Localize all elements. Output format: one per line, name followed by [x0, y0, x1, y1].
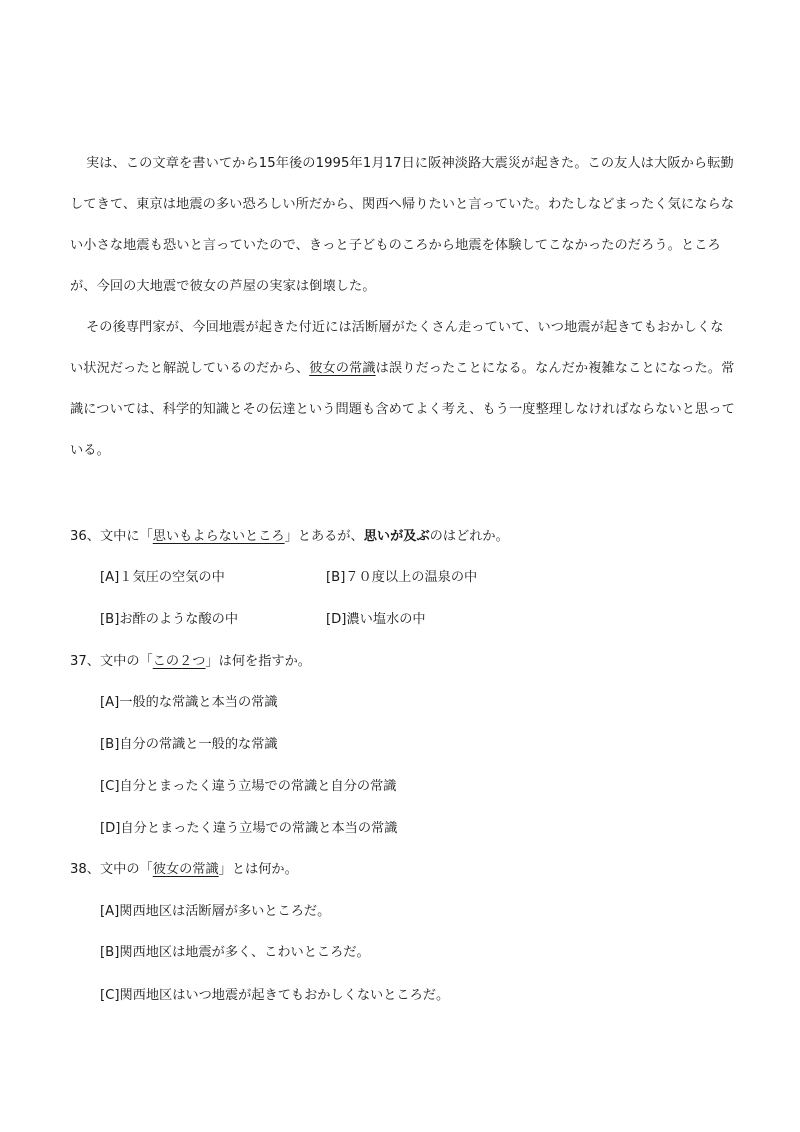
question-bold-phrase: 思いが及ぶ — [363, 529, 430, 544]
option-37-d[interactable]: [D]自分とまったく違う立場での常識と本当の常識 — [100, 821, 398, 836]
option-38-b[interactable]: [B]関西地区は地震が多く、こわいところだ。 — [100, 945, 370, 960]
paragraph-2-text-before: その後専門家が、今回地震が起きた付近には活断層がたくさん走っていて、いつ地震が起きてもおかしくない状況だったと解説しているのだから、 — [70, 320, 724, 376]
paragraph-2-text-after: は誤りだったことになる。なんだか複雑なことになった。常識については、科学的知識とその伝達という問題も含めてよく考え、もう一度整理しなければならないと思っている。 — [70, 361, 735, 458]
question-lead: 文中に「 — [99, 529, 153, 544]
option-36-b[interactable]: [B]７０度以上の温泉の中 — [326, 570, 478, 585]
passage-paragraph-1 — [70, 143, 735, 307]
option-37-b[interactable]: [B]自分の常識と一般的な常識 — [100, 737, 278, 752]
option-38-a[interactable]: [A]関西地区は活断層が多いところだ。 — [100, 904, 331, 919]
question-tail: のはどれか。 — [429, 529, 509, 544]
passage-paragraph-2 — [70, 307, 735, 471]
question-38 — [70, 858, 298, 877]
question-number: 37、 — [70, 654, 100, 669]
question-number: 36、 — [70, 529, 100, 544]
question-underlined-phrase: 彼女の常識 — [152, 862, 219, 877]
question-tail: 」とは何か。 — [218, 862, 298, 877]
question-lead: 文中の「 — [99, 654, 153, 669]
question-lead: 文中の「 — [99, 862, 153, 877]
question-mid: 」とあるが、 — [284, 529, 364, 544]
question-37 — [70, 650, 311, 669]
question-underlined-phrase: この２つ — [152, 654, 206, 669]
option-37-a[interactable]: [A]一般的な常識と本当の常識 — [100, 695, 278, 710]
option-36-c[interactable]: [B]お酢のような酸の中 — [100, 612, 239, 627]
paragraph-1-text: 実は、この文章を書いてから15年後の1995年1月17日に阪神淡路大震災が起きた。この友人は大阪から転勤してきて、東京は地震の多い恐ろしい所だから、関西へ帰りたいと言っていた。わたしなどまったく気にならない小さな地震も恐いと言っていたので、きっと子どものころから地震を体験してこなかったのだろう。ところが、今回の大地震で彼女の芦屋の実家は倒壊した。 — [70, 156, 735, 294]
option-38-c[interactable]: [C]関西地区はいつ地震が起きてもおかしくないところだ。 — [100, 988, 450, 1003]
option-36-d[interactable]: [D]濃い塩水の中 — [326, 612, 426, 627]
option-36-a[interactable]: [A]１気圧の空気の中 — [100, 570, 225, 585]
question-tail: 」は何を指すか。 — [205, 654, 311, 669]
option-37-c[interactable]: [C]自分とまったく違う立場での常識と自分の常識 — [100, 779, 397, 794]
underlined-phrase: 彼女の常識 — [309, 361, 376, 376]
question-number: 38、 — [70, 862, 100, 877]
question-36 — [70, 525, 509, 544]
question-underlined-phrase: 思いもよらないところ — [152, 529, 285, 544]
